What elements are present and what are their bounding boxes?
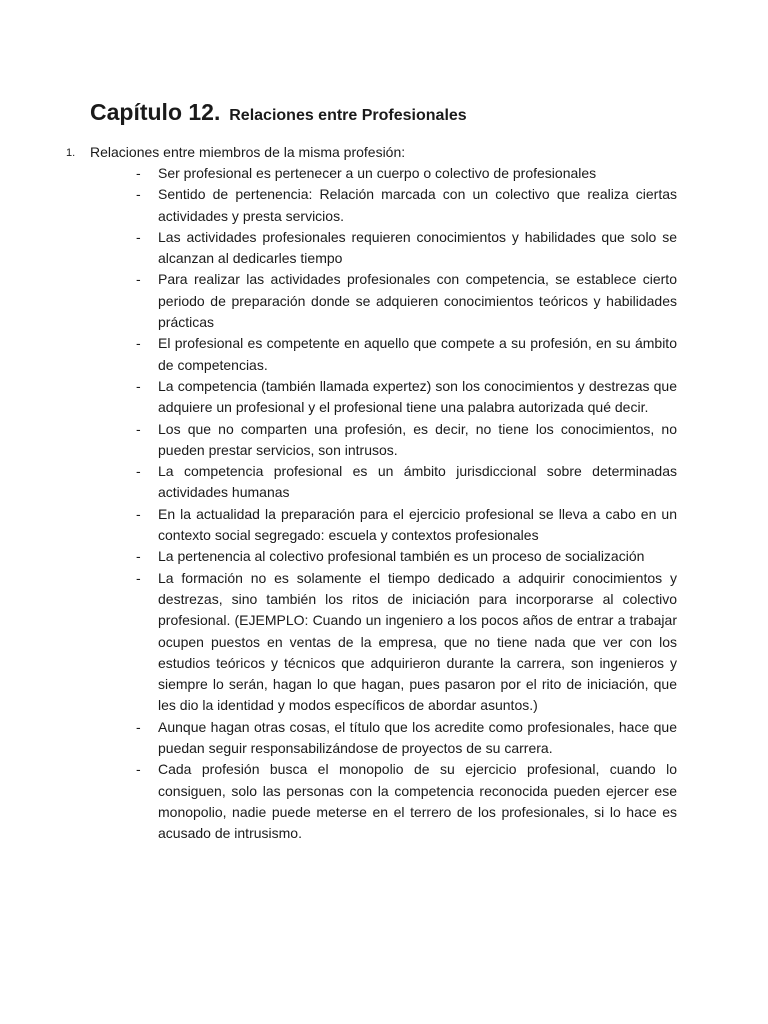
bullet-item	[66, 376, 677, 419]
bullet-item	[66, 759, 677, 844]
bullet-text: El profesional es competente en aquello que compete a su profesión, en su ámbito de competencias.	[158, 335, 677, 373]
bullet-item	[66, 717, 677, 760]
chapter-heading	[90, 91, 467, 128]
section-number: 1.	[66, 147, 76, 159]
bullet-item	[66, 269, 677, 333]
bullet-text: Aunque hagan otras cosas, el título que los acredite como profesionales, hace que puedan seguir responsabilizándose de proyectos de su carrera.	[158, 718, 677, 757]
bullet-item	[66, 546, 677, 567]
bullet-item	[66, 504, 677, 547]
bullet-text: Ser profesional es pertenecer a un cuerpo o colectivo de profesionales	[158, 165, 597, 181]
bullet-dash: -	[136, 548, 141, 565]
bullet-text: La pertenencia al colectivo profesional también es un proceso de socialización	[158, 548, 645, 565]
bullet-text: La competencia (también llamada expertez) son los conocimientos y destrezas que adquiere un profesional y el profesional tiene una palabra autorizada qué decir.	[158, 377, 677, 416]
bullet-dash: -	[136, 335, 141, 352]
bullet-dash: -	[136, 505, 141, 522]
bullet-text: Para realizar las actividades profesionales con competencia, se establece cierto periodo de preparación donde se adquieren conocimientos teóricos y habilidades prácticas	[158, 271, 677, 331]
bullet-text: Las actividades profesionales requieren conocimientos y habilidades que solo se alcanzan al dedicarles tiempo	[158, 228, 677, 267]
bullet-item	[66, 461, 677, 504]
bullet-item	[66, 419, 677, 462]
bullet-dash: -	[136, 377, 141, 394]
bullet-dash: -	[136, 761, 141, 778]
section-label: Relaciones entre miembros de la misma profesión:	[90, 144, 406, 160]
bullet-list	[66, 163, 686, 845]
bullet-text: En la actualidad la preparación para el ejercicio profesional se lleva a cabo en un contexto social segregado: escuela y contextos profesionales	[158, 505, 677, 544]
bullet-item	[66, 184, 677, 227]
bullet-text: Cada profesión busca el monopolio de su ejercicio profesional, cuando lo consiguen, solo las personas con la competencia reconocida pueden ejercer ese monopolio, nadie puede meterse en el terrero de los profesionales, si lo hace es acusado de intrusismo.	[158, 761, 677, 842]
bullet-item	[66, 568, 677, 717]
bullet-dash: -	[136, 186, 141, 203]
bullet-dash: -	[136, 271, 141, 288]
chapter-number: Capítulo 12.	[90, 99, 221, 125]
bullet-dash: -	[136, 420, 141, 437]
bullet-dash: -	[136, 718, 141, 735]
bullet-text: Sentido de pertenencia: Relación marcada con un colectivo que realiza ciertas actividades y presta servicios.	[158, 186, 677, 224]
bullet-text: La formación no es solamente el tiempo dedicado a adquirir conocimientos y destrezas, sino también los ritos de iniciación para incorporarse al colectivo profesional. (EJEMPLO: Cuando un ingeniero a los pocos años de entrar a trabajar ocupen puestos en ventas de la empresa, que no tiene nada que ver con los estudios teóricos y técnicos que adquirieron durante la carrera, son ingenieros y siempre lo serán, hagan lo que hagan, pues pasaron por el rito de iniciación, que les dio la identidad y modos específicos de abordar asuntos.)	[158, 569, 677, 714]
bullet-dash: -	[136, 228, 141, 245]
bullet-dash: -	[136, 165, 141, 181]
bullet-item	[66, 163, 677, 184]
bullet-item	[66, 333, 677, 376]
bullet-dash: -	[136, 569, 141, 586]
chapter-title: Relaciones entre Profesionales	[229, 107, 467, 124]
bullet-item	[66, 227, 677, 270]
bullet-text: Los que no comparten una profesión, es decir, no tiene los conocimientos, no pueden prestar servicios, son intrusos.	[158, 420, 677, 458]
bullet-text: La competencia profesional es un ámbito jurisdiccional sobre determinadas actividades humanas	[158, 463, 677, 501]
bullet-dash: -	[136, 463, 141, 480]
